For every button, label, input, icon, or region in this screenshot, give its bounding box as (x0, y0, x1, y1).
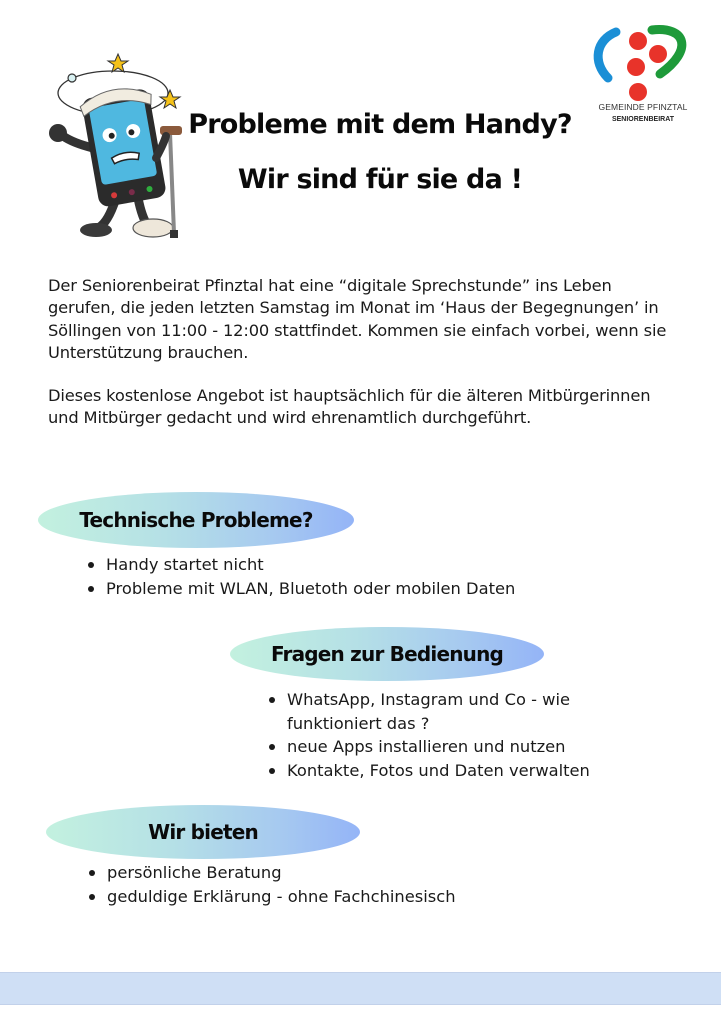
intro-paragraph-1: Der Seniorenbeirat Pfinztal hat eine “digitale Sprechstunde” ins Leben gerufen, die jeden letzten Samstag im Monat im ‘Haus der Begegnungen’ in Söllingen von 11:00 - 12:00 stattfindet. Kommen sie einfach vorbei, wenn sie Unterstützung brauchen. (48, 276, 667, 362)
section-heading-we-offer (46, 805, 360, 859)
usage-questions-list (267, 688, 627, 782)
we-offer-list (87, 861, 456, 908)
list-item: geduldige Erklärung - ohne Fachchinesisch (87, 885, 456, 909)
list-item: WhatsApp, Instagram und Co - wie funktioniert das ? (267, 688, 627, 735)
section-heading-label: Wir bieten (148, 820, 258, 844)
logo-dept-name: SENIORENBEIRAT (611, 116, 675, 123)
section-heading-technical-problems (38, 492, 354, 548)
injured-phone-mascot-icon (38, 48, 198, 243)
logo-emblem-icon (590, 20, 700, 110)
section-heading-label: Technische Probleme? (79, 508, 313, 532)
list-item: neue Apps installieren und nutzen (267, 735, 627, 759)
list-item: Kontakte, Fotos und Daten verwalten (267, 759, 627, 783)
logo-org-name: GEMEINDE PFINZTAL (598, 102, 688, 112)
list-item: Handy startet nicht (86, 553, 515, 577)
list-item: Probleme mit WLAN, Bluetoth oder mobilen Daten (86, 577, 515, 601)
footer-band (0, 972, 721, 1005)
page-title: Probleme mit dem Handy? (188, 109, 572, 140)
list-item: persönliche Beratung (87, 861, 456, 885)
page-subtitle: Wir sind für sie da ! (237, 164, 523, 195)
technical-problems-list (86, 553, 515, 600)
section-heading-usage-questions (230, 627, 544, 681)
section-heading-label: Fragen zur Bedienung (270, 642, 504, 666)
intro-paragraph-2: Dieses kostenlose Angebot ist hauptsächlich für die älteren Mitbürgerinnen und Mitbürger gedacht und wird ehrenamtlich durchgeführt. (48, 386, 651, 428)
gemeinde-logo (590, 20, 700, 130)
